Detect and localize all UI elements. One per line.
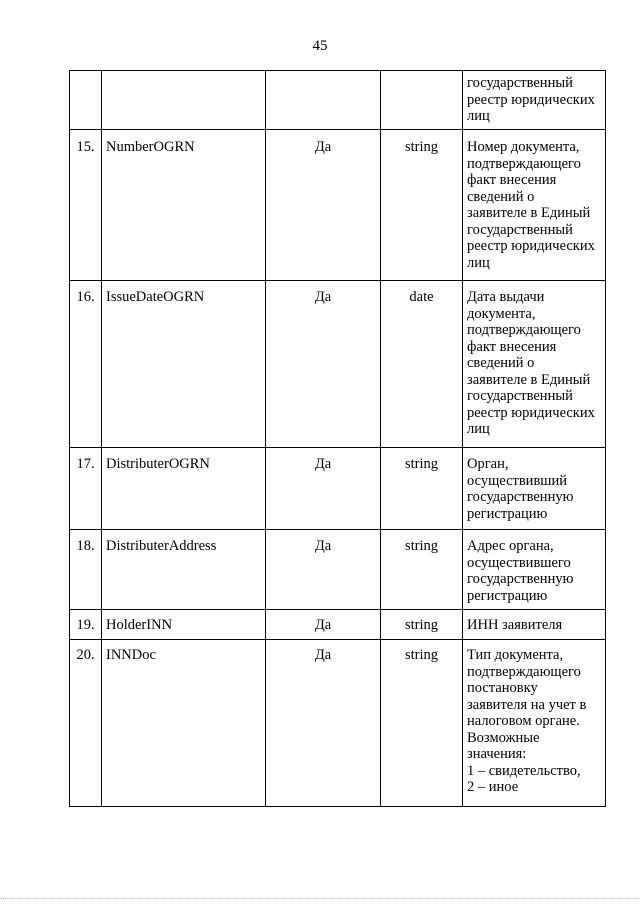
- fields-table: [69, 70, 606, 807]
- required-flag: Да: [266, 530, 381, 610]
- row-number: [70, 71, 102, 130]
- table-row: [70, 130, 606, 281]
- field-description-text: Орган, осуществивший государственную регистрацию: [467, 456, 574, 522]
- field-description: [463, 71, 606, 130]
- field-description-text: Дата выдачи документа, подтверждающего факт внесения сведений о заявителе в Единый государственный реестр юридических лиц: [467, 289, 595, 437]
- table-row: [70, 448, 606, 530]
- row-number: 15.: [70, 130, 102, 281]
- table-row: [70, 530, 606, 610]
- field-type: string: [381, 610, 463, 640]
- field-name: HolderINN: [102, 610, 266, 640]
- row-number: 18.: [70, 530, 102, 610]
- field-description-text: Адрес органа, осуществившего государственную регистрацию: [467, 538, 574, 604]
- required-flag: Да: [266, 448, 381, 530]
- row-number: 20.: [70, 640, 102, 807]
- field-description-text: Номер документа, подтверждающего факт внесения сведений о заявителе в Единый государственный реестр юридических лиц: [467, 139, 595, 271]
- page-number: 45: [312, 38, 328, 54]
- table-row: [70, 71, 606, 130]
- table-row: [70, 610, 606, 640]
- row-number: 19.: [70, 610, 102, 640]
- field-name: INNDoc: [102, 640, 266, 807]
- field-type: string: [381, 640, 463, 807]
- field-name: [102, 71, 266, 130]
- table-row: [70, 281, 606, 448]
- field-description-text: ИНН заявителя: [467, 617, 563, 633]
- row-number: 17.: [70, 448, 102, 530]
- table-row: [70, 640, 606, 807]
- field-name: DistributerAddress: [102, 530, 266, 610]
- field-description: [463, 281, 606, 448]
- field-description: [463, 610, 606, 640]
- scan-edge-line: [0, 898, 640, 900]
- required-flag: Да: [266, 610, 381, 640]
- field-description: [463, 130, 606, 281]
- field-description: [463, 448, 606, 530]
- field-name: IssueDateOGRN: [102, 281, 266, 448]
- field-type: string: [381, 130, 463, 281]
- field-description: [463, 530, 606, 610]
- field-type: string: [381, 530, 463, 610]
- required-flag: Да: [266, 281, 381, 448]
- field-type: [381, 71, 463, 130]
- required-flag: [266, 71, 381, 130]
- row-number: 16.: [70, 281, 102, 448]
- field-name: NumberOGRN: [102, 130, 266, 281]
- required-flag: Да: [266, 640, 381, 807]
- field-description: [463, 640, 606, 807]
- field-type: date: [381, 281, 463, 448]
- required-flag: Да: [266, 130, 381, 281]
- field-type: string: [381, 448, 463, 530]
- field-description-text: государственный реестр юридических лиц: [467, 75, 595, 124]
- field-name: DistributerOGRN: [102, 448, 266, 530]
- field-description-text: Тип документа, подтверждающего постановку заявителя на учет в налоговом органе. Возможные значения: 1 – свидетельство, 2 – иное: [467, 647, 587, 795]
